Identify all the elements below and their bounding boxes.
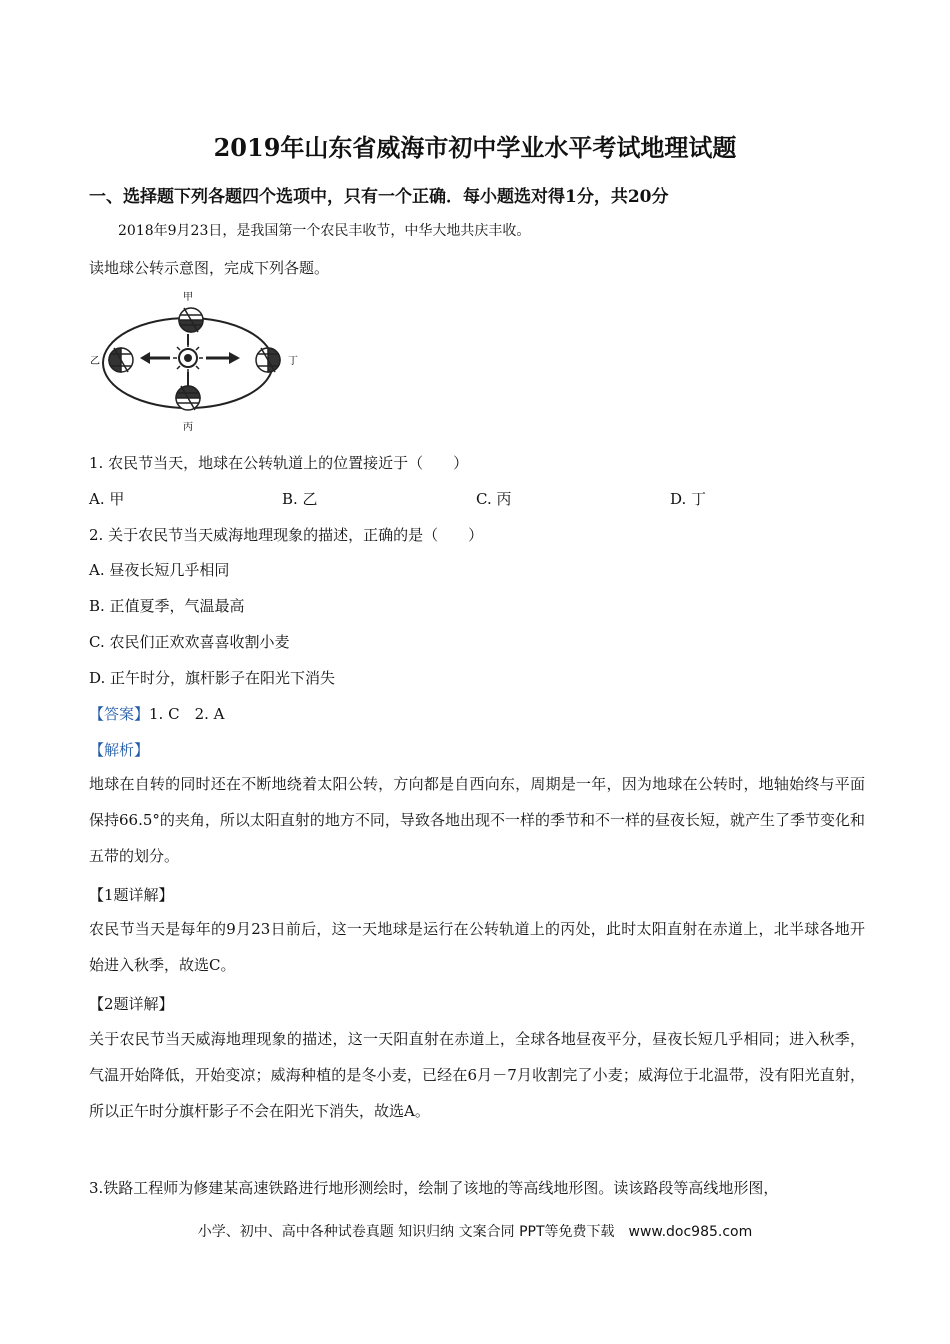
- q2-option-d: D. 正午时分，旗杆影子在阳光下消失: [89, 669, 336, 687]
- q2-option-a: A. 昼夜长短几乎相同: [89, 561, 230, 579]
- analysis-text: 地球在自转的同时还在不断地绕着太阳公转，方向都是自西向东，周期是一年，因为地球在公转时，地轴始终与平面保持66.5°的夹角，所以太阳直射的地方不同，导致各地出现不一样的季节和不一样的昼夜长短，就产生了季节变化和五带的划分。: [89, 775, 865, 865]
- answer-line: [89, 703, 225, 724]
- q1-option-a: A. 甲: [89, 490, 125, 508]
- q1-option-b: B. 乙: [282, 490, 318, 508]
- label-bottom: 丙: [183, 422, 193, 433]
- revolution-diagram: [88, 290, 303, 435]
- detail1-text: 农民节当天是每年的9月23日前后，这一天地球是运行在公转轨道上的丙处，此时太阳直射在赤道上，北半球各地开始进入秋季，故选C。: [89, 920, 865, 974]
- sun-icon: [173, 343, 203, 373]
- answer-text: 1. C 2. A: [149, 705, 225, 723]
- earth-left: [109, 348, 133, 372]
- q1-option-d: D. 丁: [670, 490, 707, 508]
- q2-stem: 2. 关于农民节当天威海地理现象的描述，正确的是（ ）: [89, 526, 484, 544]
- right-arrowhead: [229, 352, 240, 364]
- label-top: 甲: [183, 292, 193, 303]
- q2-option-c: C. 农民们正欢欢喜喜收割小麦: [89, 633, 290, 651]
- intro-text: 2018年9月23日，是我国第一个农民丰收节，中华大地共庆丰收。: [118, 223, 531, 239]
- detail2-tag: 【2题详解】: [89, 995, 174, 1013]
- detail2-text: 关于农民节当天威海地理现象的描述，这一天阳直射在赤道上，全球各地昼夜平分，昼夜长短几乎相同；进入秋季，气温开始降低，开始变凉；威海种植的是冬小麦，已经在6月－7月收割完了小麦；威海位于北温带，没有阳光直射，所以正午时分旗杆影子不会在阳光下消失，故选A。: [89, 1030, 865, 1120]
- intro-instruction: 读地球公转示意图，完成下列各题。: [89, 259, 330, 277]
- page-footer: 小学、初中、高中各种试卷真题 知识归纳 文案合同 PPT等免费下载 www.doc985.com: [197, 1224, 753, 1240]
- section-heading: 一、选择题下列各题四个选项中，只有一个正确．每小题选对得1分，共20分: [89, 187, 669, 207]
- answer-tag: 【答案】: [89, 705, 150, 723]
- left-arrowhead: [140, 352, 150, 364]
- q2-option-b: B. 正值夏季，气温最高: [89, 597, 245, 615]
- earth-top: [179, 308, 203, 332]
- earth-bottom: [176, 386, 200, 410]
- page-title: 2019年山东省威海市初中学业水平考试地理试题: [213, 133, 737, 162]
- earth-right: [256, 348, 280, 372]
- detail1-tag: 【1题详解】: [89, 886, 174, 904]
- q1-stem: 1. 农民节当天，地球在公转轨道上的位置接近于（ ）: [89, 454, 469, 472]
- analysis-tag: 【解析】: [89, 741, 150, 759]
- q3-stem: 3.铁路工程师为修建某高速铁路进行地形测绘时，绘制了该地的等高线地形图。读该路段等高线地形图，: [89, 1179, 779, 1197]
- q1-option-c: C. 丙: [476, 490, 512, 508]
- label-right: 丁: [288, 356, 298, 367]
- label-left: 乙: [90, 356, 100, 367]
